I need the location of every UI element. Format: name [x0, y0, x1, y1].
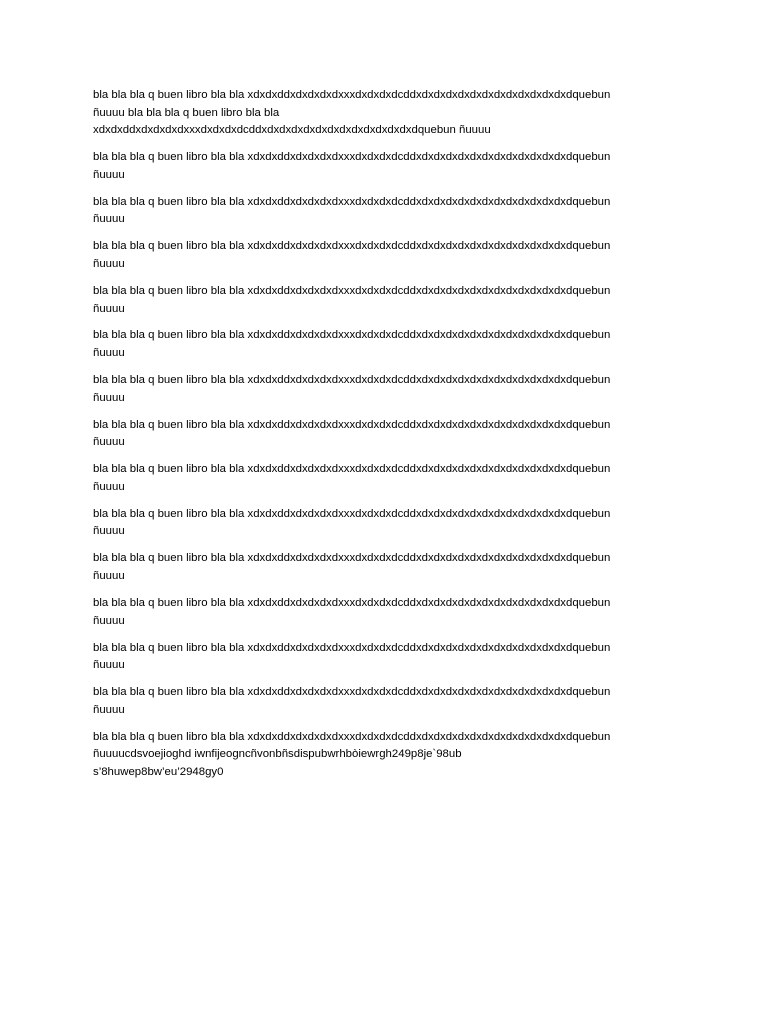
text-line: bla bla bla q buen libro bla bla xdxdxddxdxdxdxdxxxdxdxdxdcddxdxdxdxdxdxdxdxdxdxdxdxdxdquebun [93, 284, 611, 297]
text-line: ñuuuu [93, 703, 125, 716]
text-line: bla bla bla q buen libro bla bla xdxdxddxdxdxdxdxxxdxdxdxdcddxdxdxdxdxdxdxdxdxdxdxdxdxdquebun [93, 89, 611, 101]
paragraph [93, 149, 675, 184]
text-line: bla bla bla q buen libro bla bla xdxdxddxdxdxdxdxxxdxdxdxdcddxdxdxdxdxdxdxdxdxdxdxdxdxdquebun [93, 151, 611, 164]
text-line: ñuuuu [93, 391, 125, 404]
text-line: ñuuuu [93, 257, 125, 270]
paragraph [93, 372, 675, 407]
text-line: ñuuuu [93, 168, 125, 181]
paragraph [93, 461, 675, 496]
paragraph [93, 417, 675, 452]
paragraph [93, 283, 675, 318]
text-line: ñuuuu bla bla bla q buen libro bla bla [93, 106, 280, 119]
paragraph [93, 238, 675, 273]
text-line: xdxdxddxdxdxdxdxxxdxdxdxdcddxdxdxdxdxdxdxdxdxdxdxdxdxdquebun ñuuuu [93, 124, 491, 137]
text-line: bla bla bla q buen libro bla bla xdxdxddxdxdxdxdxxxdxdxdxdcddxdxdxdxdxdxdxdxdxdxdxdxdxdquebun [93, 374, 611, 387]
text-line: bla bla bla q buen libro bla bla xdxdxddxdxdxdxdxxxdxdxdxdcddxdxdxdxdxdxdxdxdxdxdxdxdxdquebun [93, 418, 611, 431]
text-line: ñuuuu [93, 436, 125, 449]
text-line: ñuuuu [93, 213, 125, 226]
text-line: bla bla bla q buen libro bla bla xdxdxddxdxdxdxdxxxdxdxdxdcddxdxdxdxdxdxdxdxdxdxdxdxdxdquebun [93, 641, 611, 654]
text-line: bla bla bla q buen libro bla bla xdxdxddxdxdxdxdxxxdxdxdxdcddxdxdxdxdxdxdxdxdxdxdxdxdxdquebun [93, 195, 611, 208]
paragraph [93, 595, 675, 630]
text-line: bla bla bla q buen libro bla bla xdxdxddxdxdxdxdxxxdxdxdxdcddxdxdxdxdxdxdxdxdxdxdxdxdxdquebun [93, 240, 611, 253]
paragraph [93, 550, 675, 585]
text-line: ñuuuu [93, 569, 125, 582]
paragraph [93, 194, 675, 229]
text-line: bla bla bla q buen libro bla bla xdxdxddxdxdxdxdxxxdxdxdxdcddxdxdxdxdxdxdxdxdxdxdxdxdxdquebun [93, 463, 611, 476]
text-line: bla bla bla q buen libro bla bla xdxdxddxdxdxdxdxxxdxdxdxdcddxdxdxdxdxdxdxdxdxdxdxdxdxdquebun [93, 552, 611, 565]
text-line: ñuuuu [93, 302, 125, 315]
paragraph [93, 729, 675, 782]
text-line: bla bla bla q buen libro bla bla xdxdxddxdxdxdxdxxxdxdxdxdcddxdxdxdxdxdxdxdxdxdxdxdxdxdquebun [93, 596, 611, 609]
text-line: bla bla bla q buen libro bla bla xdxdxddxdxdxdxdxxxdxdxdxdcddxdxdxdxdxdxdxdxdxdxdxdxdxdquebun [93, 507, 611, 520]
text-line: s’8huwep8bw’eu’2948gy0 [93, 765, 224, 778]
text-line: ñuuuu [93, 347, 125, 360]
text-line: ñuuuu [93, 659, 125, 672]
paragraph [93, 684, 675, 719]
text-line: ñuuuu [93, 614, 125, 627]
text-line: bla bla bla q buen libro bla bla xdxdxddxdxdxdxdxxxdxdxdxdcddxdxdxdxdxdxdxdxdxdxdxdxdxdquebun [93, 730, 611, 743]
paragraph [93, 506, 675, 541]
document-body [93, 87, 675, 791]
paragraph [93, 327, 675, 362]
text-line: ñuuuucdsvoejioghd iwnfijeogncñvonbñsdispubwrhbòiewrgh249p8je`98ub [93, 748, 462, 761]
text-line: bla bla bla q buen libro bla bla xdxdxddxdxdxdxdxxxdxdxdxdcddxdxdxdxdxdxdxdxdxdxdxdxdxdquebun [93, 329, 611, 342]
paragraph [93, 640, 675, 675]
text-line: ñuuuu [93, 525, 125, 538]
text-line: bla bla bla q buen libro bla bla xdxdxddxdxdxdxdxxxdxdxdxdcddxdxdxdxdxdxdxdxdxdxdxdxdxdquebun [93, 686, 611, 699]
text-line: ñuuuu [93, 480, 125, 493]
paragraph [93, 87, 675, 140]
